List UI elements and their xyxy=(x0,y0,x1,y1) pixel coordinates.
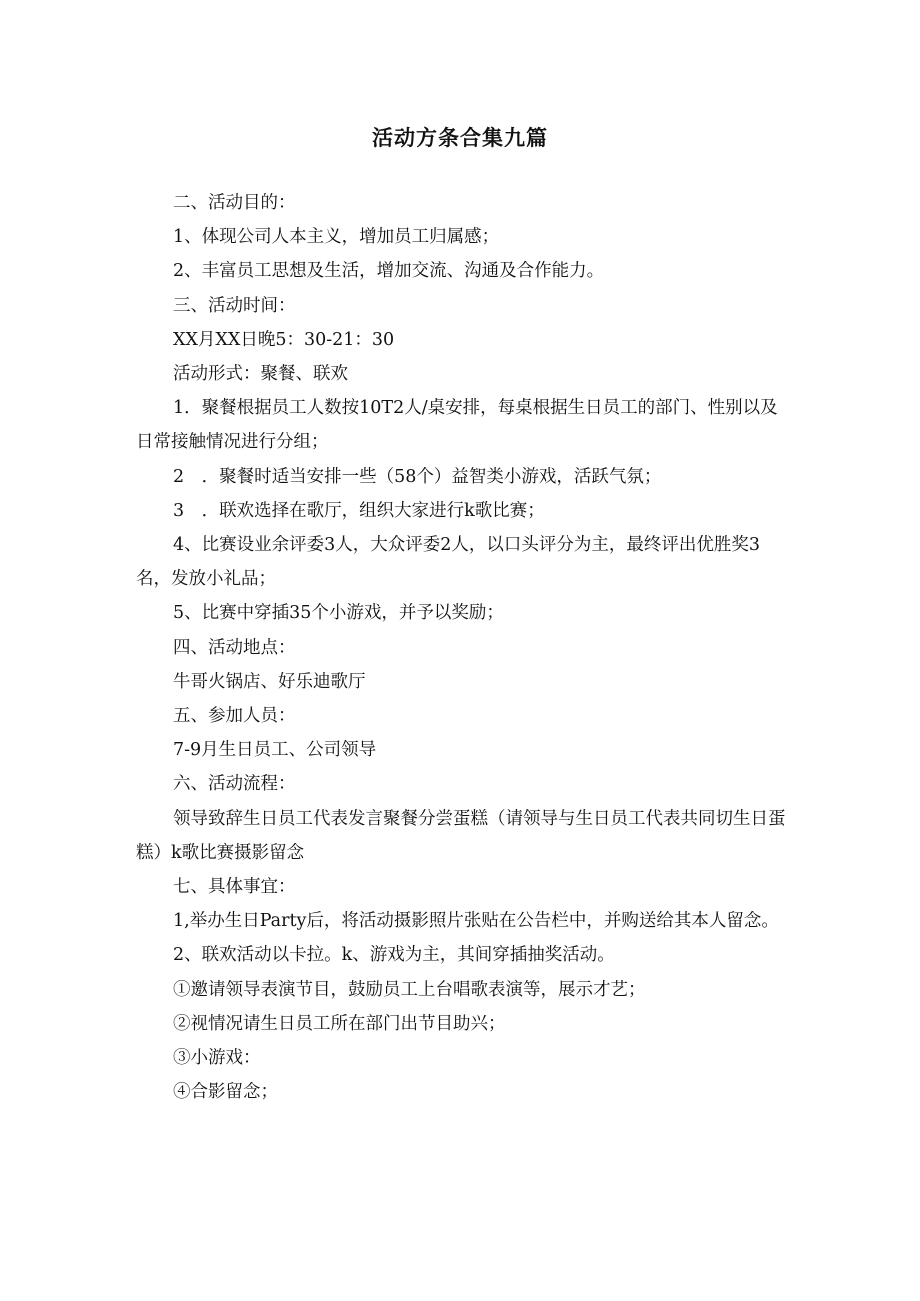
paragraph: 1．聚餐根据员工人数按10T2人/桌安排，每桌根据生日员工的部门、性别以及日常接触情况进行分组； xyxy=(136,398,778,453)
paragraph: 四、活动地点： xyxy=(173,637,296,658)
paragraph: ④合影留念； xyxy=(173,1082,278,1103)
paragraph: 4、比赛设业余评委3人，大众评委2人，以口头评分为主，最终评出优胜奖3名，发放小礼品； xyxy=(136,535,761,590)
document-title: 活动方条合集九篇 xyxy=(372,126,548,150)
paragraph: 领导致辞生日员工代表发言聚餐分尝蛋糕（请领导与生日员工代表共同切生日蛋糕）k歌比赛摄影留念 xyxy=(136,808,786,863)
paragraph: 3 ．联欢选择在歌厅，组织大家进行k歌比赛； xyxy=(173,500,545,521)
paragraph: ③小游戏： xyxy=(173,1048,261,1069)
paragraph: 牛哥火锅店、好乐迪歌厅 xyxy=(173,671,366,692)
paragraph: 1,举办生日Party后，将活动摄影照片张贴在公告栏中，并购送给其本人留念。 xyxy=(173,911,779,932)
paragraph: ②视情况请生日员工所在部门出节目助兴； xyxy=(173,1013,506,1034)
paragraph: 三、活动时间： xyxy=(173,295,296,316)
paragraph: 二、活动目的： xyxy=(173,193,296,213)
paragraph: 活动形式：聚餐、联欢 xyxy=(173,364,348,385)
paragraph: 5、比赛中穿插35个小游戏，并予以奖励； xyxy=(173,603,504,624)
paragraph: 六、活动流程： xyxy=(173,774,296,795)
paragraph: 2、联欢活动以卡拉。k、游戏为主，其间穿插抽奖活动。 xyxy=(173,945,615,966)
paragraph: 1、体现公司人本主义，增加员工归属感； xyxy=(173,227,500,248)
paragraph: ①邀请领导表演节目，鼓励员工上台唱歌表演等，展示才艺； xyxy=(173,979,646,1000)
paragraph: 2 ．聚餐时适当安排一些（58个）益智类小游戏，活跃气氛； xyxy=(173,466,662,487)
paragraph: 五、参加人员： xyxy=(173,706,296,727)
document-body xyxy=(136,186,786,1109)
paragraph: 7-9月生日员工、公司领导 xyxy=(173,740,377,761)
paragraph: XX月XX日晚5：30-21：30 xyxy=(173,329,395,350)
paragraph: 七、具体事宜： xyxy=(173,877,296,898)
paragraph: 2、丰富员工思想及生活，增加交流、沟通及合作能力。 xyxy=(173,261,605,282)
